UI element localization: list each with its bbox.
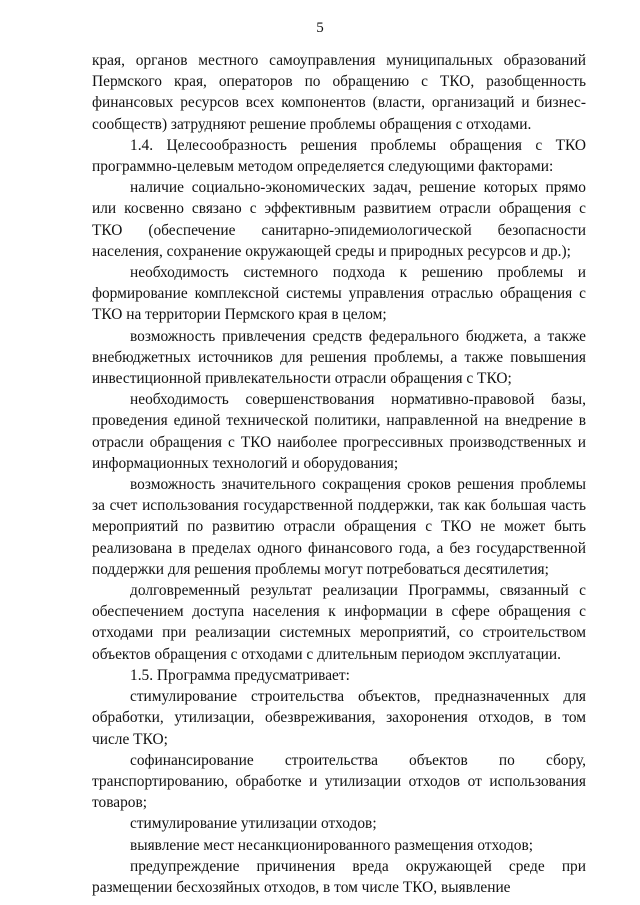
paragraph-13: выявление мест несанкционированного размещения отходов;	[130, 836, 534, 854]
paragraph-9: 1.5. Программа предусматривает:	[130, 666, 350, 684]
paragraph-10: стимулирование строительства объектов, предназначенных для обработки, утилизации, обезвреживания, захоронения отходов, в том числе ТКО;	[92, 688, 586, 748]
paragraph-6: необходимость совершенствования нормативно-правовой базы, проведения единой технической политики, направленной на внедрение в отрасли обращения с ТКО наиболее прогрессивных производственных и информационных технологий и оборудования;	[92, 391, 586, 472]
page-number: 5	[316, 20, 324, 36]
paragraph-2: 1.4. Целесообразность решения проблемы обращения с ТКО программно-целевым методом определяется следующими факторами:	[92, 136, 586, 176]
body-text	[92, 50, 586, 898]
paragraph-7: возможность значительного сокращения сроков решения проблемы за счет использования государственной поддержки, так как большая часть мероприятий по развитию отрасли обращения с ТКО не может быть реализована в пределах одного финансового года, а без государственной поддержки для решения проблемы могут потребоваться десятилетия;	[92, 476, 586, 578]
paragraph-4: необходимость системного подхода к решению проблемы и формирование комплексной системы управления отраслью обращения с ТКО на территории Пермского края в целом;	[92, 264, 586, 324]
paragraph-14: предупреждение причинения вреда окружающей среде при размещении бесхозяйных отходов, в том числе ТКО, выявление	[92, 857, 586, 896]
paragraph-11: софинансирование строительства объектов по сбору, транспортированию, обработке и утилизации отходов от использования товаров;	[92, 751, 586, 812]
paragraph-12: стимулирование утилизации отходов;	[130, 815, 377, 833]
paragraph-1: края, органов местного самоуправления муниципальных образований Пермского края, операторов по обращению с ТКО, разобщенность финансовых ресурсов всех компонентов (власти, организаций и бизнес-сообществ) затрудняют решение проблемы обращения с отходами.	[92, 52, 586, 133]
paragraph-8: долговременный результат реализации Программы, связанный с обеспечением доступа населения к информации в сфере обращения с отходами при реализации системных мероприятий, со строительством объектов обращения с отходами с длительным периодом эксплуатации.	[92, 582, 586, 663]
paragraph-3: наличие социально-экономических задач, решение которых прямо или косвенно связано с эффективным развитием отрасли обращения с ТКО (обеспечение санитарно-эпидемиологической безопасности населения, сохранение окружающей среды и природных ресурсов и др.);	[92, 179, 586, 260]
paragraph-5: возможность привлечения средств федерального бюджета, а также внебюджетных источников для решения проблемы, а также повышения инвестиционной привлекательности отрасли обращения с ТКО;	[92, 327, 586, 388]
